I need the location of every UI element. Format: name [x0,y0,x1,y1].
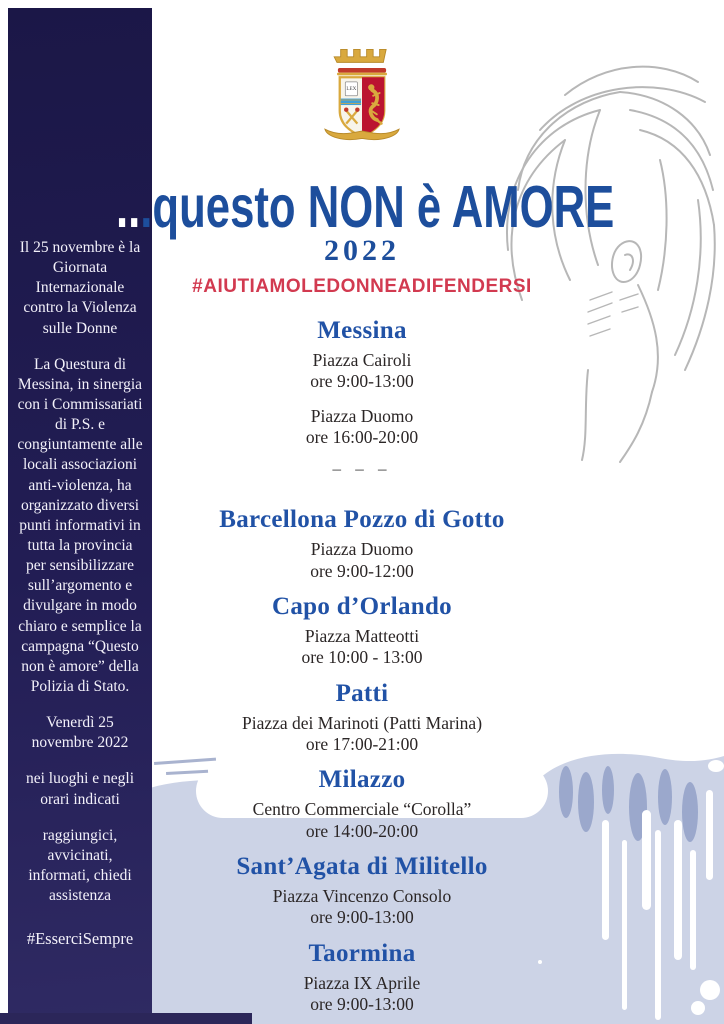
title-dots-blue: . [140,173,153,240]
city-name: Patti [335,679,389,707]
title-dots-white: .. [116,173,141,240]
campaign-year: 2022 [324,234,400,267]
event-santagata [0,852,724,929]
section-separator: – – – [332,459,392,479]
event-milazzo [0,765,724,842]
police-crest-icon [312,42,412,144]
event-slot [0,886,724,929]
event-place: Piazza dei Marinoti (Patti Marina) [241,712,483,733]
sidebar-date: Venerdì 25 novembre 2022 [31,714,129,752]
campaign-title [116,172,614,241]
ribbon-icon [325,129,399,139]
event-slot [0,799,724,842]
shield-icon [340,77,385,136]
event-slot [0,713,724,756]
event-patti [0,679,724,756]
event-slot [0,626,724,669]
campaign-hashtag: #AIUTIAMOLEDONNEADIFENDERSI [192,276,532,297]
sidebar-paragraph: nei luoghi e negli orari indicati [25,770,135,808]
esserci-sempre-hashtag: #EsserciSempre [26,929,134,949]
event-time: ore 16:00-20:00 [305,427,419,448]
event-barcellona [0,505,724,582]
event-place: Piazza Duomo [310,405,414,426]
event-time: ore 10:00 - 13:00 [301,647,423,668]
event-place: Piazza Vincenzo Consolo [272,886,452,907]
event-slot [0,973,724,1016]
events-list [0,306,724,1016]
event-place: Piazza Cairoli [312,350,412,370]
title-text: questo NON è AMORE [152,173,615,240]
event-time: ore 17:00-21:00 [305,734,419,755]
event-slot [0,539,724,582]
city-name: Taormina [308,939,416,967]
event-time: ore 9:00-13:00 [310,907,414,928]
event-capo-dorlando [0,592,724,669]
event-time: ore 9:00-13:00 [310,994,414,1015]
crown-icon [334,49,387,75]
event-place: Piazza IX Aprile [303,972,421,993]
city-name: Barcellona Pozzo di Gotto [219,506,505,534]
event-place: Piazza Matteotti [304,626,420,647]
sidebar-paragraph: Il 25 novembre è la Giornata Internazionale contro la Violenza sulle Donne [19,239,141,337]
city-name: Sant’Agata di Militello [236,853,488,881]
lex-label: LEX [346,86,357,93]
event-slot [0,406,724,449]
event-place: Piazza Duomo [310,539,414,560]
event-taormina [0,939,724,1016]
event-messina [0,316,724,479]
event-time: ore 9:00-13:00 [310,371,414,392]
sidebar-paragraph: La Questura di Messina, in sinergia con i Commissariati di P.S. e congiuntamente alle locali associazioni anti-violenza, ha organizzato diversi punti informativi in tutta la provincia per sensibilizzare sull’argomento e divulgare in modo chiaro e semplice la campagna “Questo non è amore” della Polizia di Stato. [17,355,143,695]
event-slot [0,350,724,393]
city-name: Messina [317,317,407,344]
event-time: ore 9:00-12:00 [310,560,414,581]
city-name: Capo d’Orlando [272,593,452,621]
city-name: Milazzo [318,766,406,794]
event-place: Centro Commerciale “Corolla” [252,799,472,820]
event-time: ore 14:00-20:00 [305,820,419,841]
sidebar-paragraph: raggiungici, avvicinati, informati, chiedi assistenza [28,826,132,905]
